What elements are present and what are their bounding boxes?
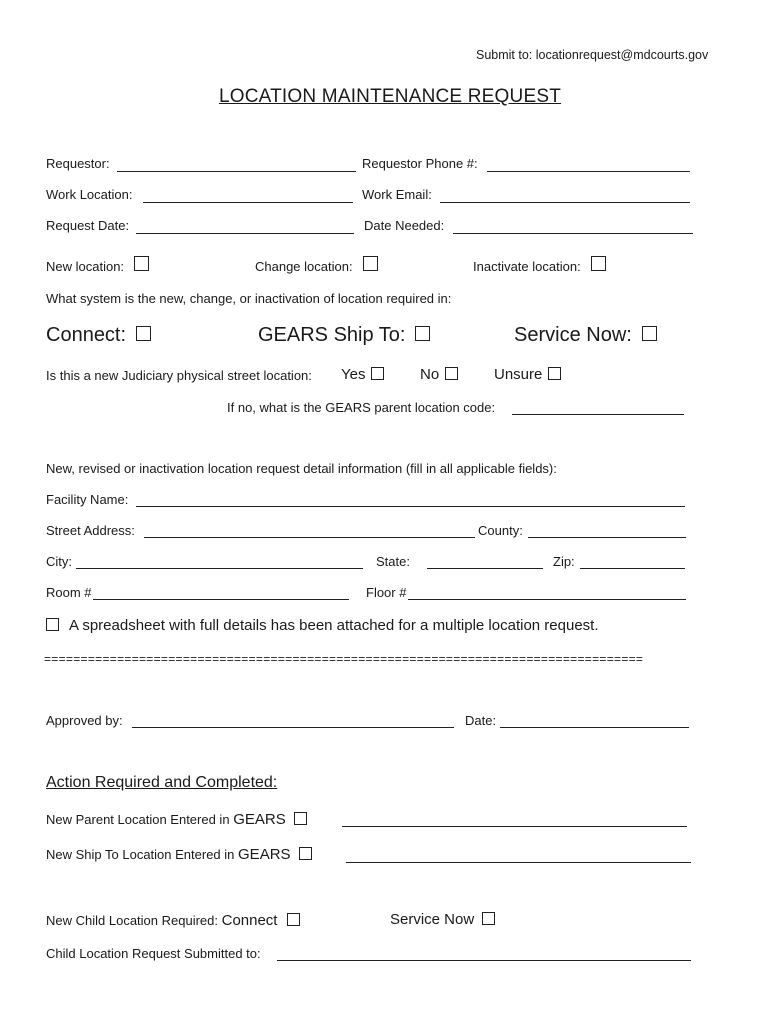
unsure-option <box>494 366 561 383</box>
child-required-label: New Child Location Required: <box>46 913 218 928</box>
requestor-field[interactable] <box>117 171 356 172</box>
child-service-now-option <box>390 911 495 928</box>
ship-to-entered-option <box>46 846 312 863</box>
zip-field[interactable] <box>580 568 685 569</box>
county-field[interactable] <box>528 537 686 538</box>
parent-entered-prefix: New Parent Location Entered in <box>46 812 230 827</box>
unsure-checkbox[interactable] <box>548 367 561 380</box>
service-now-label: Service Now: <box>514 324 632 346</box>
parent-entered-option <box>46 811 307 828</box>
child-connect-checkbox[interactable] <box>287 913 300 926</box>
approval-date-label: Date: <box>465 713 497 728</box>
gears-ship-to-checkbox[interactable] <box>415 326 430 341</box>
child-service-now-label: Service Now <box>390 911 475 928</box>
room-field[interactable] <box>93 599 349 600</box>
work-email-field[interactable] <box>440 202 690 203</box>
street-address-label: Street Address: <box>46 523 135 538</box>
spreadsheet-label: A spreadsheet with full details has been attached for a multiple location request. <box>69 617 599 634</box>
facility-name-label: Facility Name: <box>46 492 129 507</box>
date-needed-label: Date Needed: <box>364 218 445 233</box>
yes-checkbox[interactable] <box>371 367 384 380</box>
child-service-now-checkbox[interactable] <box>482 912 495 925</box>
inactivate-location-option <box>473 256 606 274</box>
gears-ship-to-label: GEARS Ship To: <box>258 324 406 346</box>
request-date-field[interactable] <box>136 233 354 234</box>
gears-ship-to-option <box>258 324 430 347</box>
approved-by-label: Approved by: <box>46 713 123 728</box>
city-label: City: <box>46 554 72 569</box>
yes-label: Yes <box>341 366 366 383</box>
street-address-field[interactable] <box>144 537 475 538</box>
floor-field[interactable] <box>408 599 686 600</box>
new-location-option <box>46 256 149 274</box>
change-location-label: Change location: <box>255 259 353 274</box>
approved-by-field[interactable] <box>132 727 454 728</box>
submit-to-text: Submit to: locationrequest@mdcourts.gov <box>476 48 709 62</box>
system-question: What system is the new, change, or inactivation of location required in: <box>46 291 452 306</box>
parent-code-label: If no, what is the GEARS parent location code: <box>227 400 496 415</box>
requestor-phone-field[interactable] <box>487 171 690 172</box>
connect-option <box>46 324 151 347</box>
parent-entered-gears: GEARS <box>233 811 286 828</box>
parent-entered-field[interactable] <box>342 826 687 827</box>
inactivate-location-checkbox[interactable] <box>591 256 606 271</box>
ship-to-entered-prefix: New Ship To Location Entered in <box>46 847 235 862</box>
child-submitted-field[interactable] <box>277 960 691 961</box>
child-connect-label: Connect <box>221 912 278 929</box>
state-field[interactable] <box>427 568 543 569</box>
ship-to-entered-checkbox[interactable] <box>299 847 312 860</box>
zip-label: Zip: <box>553 554 575 569</box>
unsure-label: Unsure <box>494 366 543 383</box>
separator-line: ================================================================================== <box>44 652 644 666</box>
ship-to-entered-gears: GEARS <box>238 846 291 863</box>
county-label: County: <box>478 523 523 538</box>
connect-checkbox[interactable] <box>136 326 151 341</box>
spreadsheet-checkbox[interactable] <box>46 618 59 631</box>
service-now-option <box>514 324 657 347</box>
request-date-label: Request Date: <box>46 218 130 233</box>
requestor-label: Requestor: <box>46 156 110 171</box>
spreadsheet-option <box>46 617 599 634</box>
page-title: LOCATION MAINTENANCE REQUEST <box>219 86 562 107</box>
detail-intro: New, revised or inactivation location request detail information (fill in all applicable fields): <box>46 461 557 476</box>
room-label: Room # <box>46 585 92 600</box>
floor-label: Floor # <box>366 585 407 600</box>
change-location-option <box>255 256 378 274</box>
action-heading: Action Required and Completed: <box>46 774 278 791</box>
facility-name-field[interactable] <box>136 506 685 507</box>
parent-code-field[interactable] <box>512 414 684 415</box>
new-location-checkbox[interactable] <box>134 256 149 271</box>
work-email-label: Work Email: <box>362 187 432 202</box>
no-option <box>420 366 458 383</box>
state-label: State: <box>376 554 410 569</box>
date-needed-field[interactable] <box>453 233 693 234</box>
approval-date-field[interactable] <box>500 727 689 728</box>
work-location-field[interactable] <box>143 202 353 203</box>
requestor-phone-label: Requestor Phone #: <box>362 156 478 171</box>
city-field[interactable] <box>76 568 363 569</box>
no-checkbox[interactable] <box>445 367 458 380</box>
change-location-checkbox[interactable] <box>363 256 378 271</box>
yes-option <box>341 366 384 383</box>
new-location-label: New location: <box>46 259 125 274</box>
child-required-option <box>46 912 300 929</box>
inactivate-location-label: Inactivate location: <box>473 259 581 274</box>
work-location-label: Work Location: <box>46 187 133 202</box>
judiciary-question: Is this a new Judiciary physical street location: <box>46 368 312 383</box>
service-now-checkbox[interactable] <box>642 326 657 341</box>
child-submitted-label: Child Location Request Submitted to: <box>46 946 261 961</box>
parent-entered-checkbox[interactable] <box>294 812 307 825</box>
connect-label: Connect: <box>46 324 127 346</box>
ship-to-entered-field[interactable] <box>346 862 691 863</box>
no-label: No <box>420 366 440 383</box>
